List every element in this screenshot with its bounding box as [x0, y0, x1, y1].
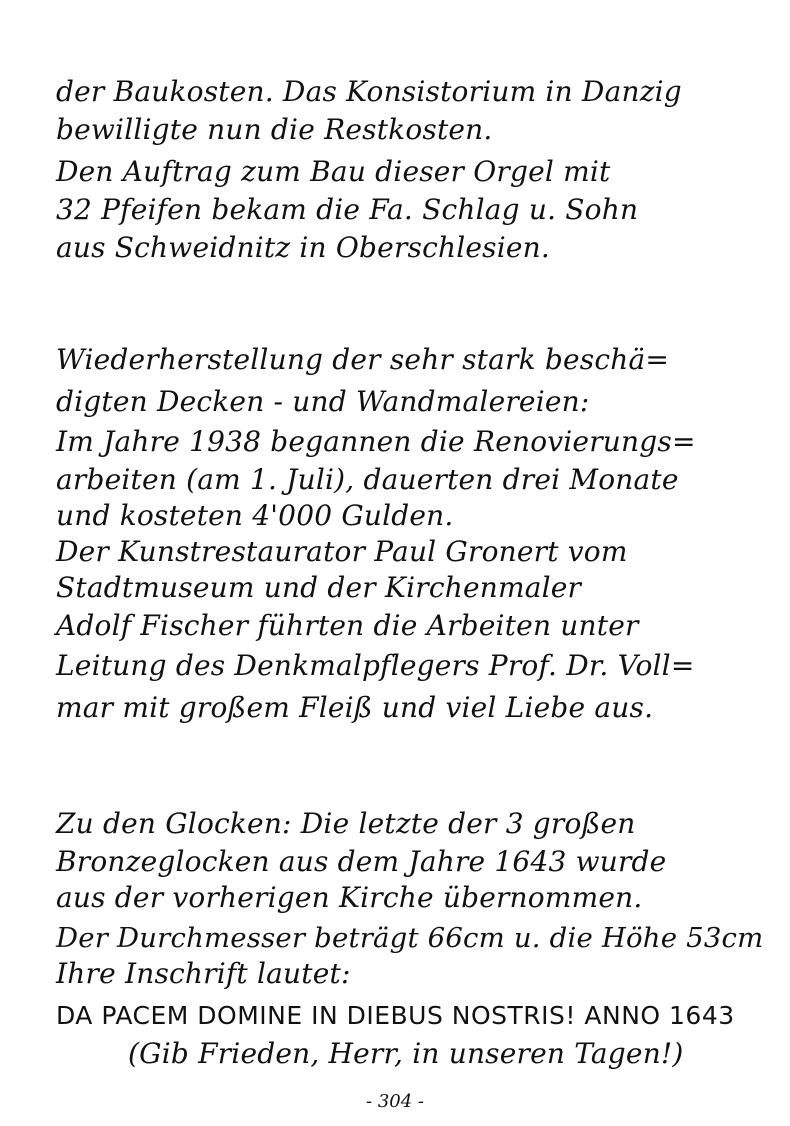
section-heading-line: Zu den Glocken: Die letzte der 3 großen: [56, 807, 636, 840]
text-line: 32 Pfeifen bekam die Fa. Schlag u. Sohn: [56, 193, 639, 226]
text-line: mar mit großem Fleiß und viel Liebe aus.: [56, 691, 654, 724]
text-line: der Baukosten. Das Konsistorium in Danzig: [56, 75, 682, 108]
text-line: Leitung des Denkmalpflegers Prof. Dr. Voll=: [56, 649, 695, 682]
page-number: - 304 -: [366, 1091, 424, 1112]
text-line: Adolf Fischer führten die Arbeiten unter: [56, 609, 639, 642]
text-line: Der Durchmesser beträgt 66cm u. die Höhe 53cm: [56, 922, 764, 954]
section-heading-line: Wiederherstellung der sehr stark beschä=: [56, 343, 670, 376]
text-line: Stadtmuseum und der Kirchenmaler: [56, 571, 582, 604]
text-line: bewilligte nun die Restkosten.: [56, 113, 493, 146]
section-heading-line: digten Decken - und Wandmalereien:: [56, 385, 590, 418]
inscription-translation: (Gib Frieden, Herr, in unseren Tagen!): [128, 1037, 684, 1070]
text-line: Ihre Inschrift lautet:: [56, 957, 351, 990]
text-line: aus der vorherigen Kirche übernommen.: [56, 881, 643, 914]
text-line: arbeiten (am 1. Juli), dauerten drei Monate: [56, 463, 679, 496]
text-line: Den Auftrag zum Bau dieser Orgel mit: [56, 155, 611, 188]
text-line: Im Jahre 1938 begannen die Renovierungs=: [56, 425, 696, 458]
text-line: Bronzeglocken aus dem Jahre 1643 wurde: [56, 845, 667, 878]
text-line: und kosteten 4'000 Gulden.: [56, 499, 454, 532]
text-line: aus Schweidnitz in Oberschlesien.: [56, 231, 550, 264]
text-line: Der Kunstrestaurator Paul Gronert vom: [56, 535, 628, 568]
bell-inscription: DA PACEM DOMINE IN DIEBUS NOSTRIS! ANNO 1643: [56, 1001, 735, 1030]
